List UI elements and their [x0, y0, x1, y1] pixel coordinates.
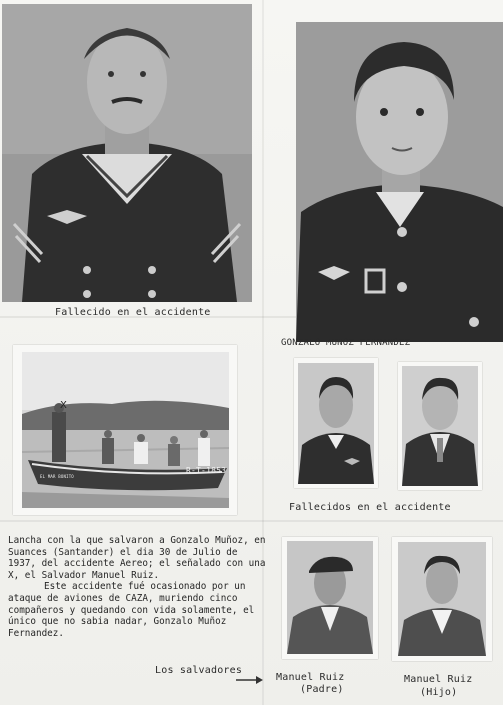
description-text: [8, 535, 270, 639]
caption-manuel-hijo-name: Manuel Ruiz: [404, 674, 473, 685]
caption-manuel-hijo-role: (Hijo): [420, 687, 458, 698]
photo-deceased-1: [298, 363, 374, 484]
description-paragraph-2: Este accidente fué ocasionado por un ataque de aviones de CAZA, muriendo cinco compañeros y quedando con vida solamente, el único que no sabia nadar, Gonzalo Muñoz Fernandez.: [8, 581, 255, 639]
caption-manuel-padre-name: Manuel Ruiz: [276, 672, 345, 683]
svg-text:X: X: [60, 400, 67, 411]
photo-sailor-portrait: [2, 4, 252, 302]
photo-deceased-2: [402, 366, 478, 486]
paper-fold: [0, 520, 503, 522]
boat-name-label: EL MAR BONITO: [40, 474, 74, 479]
caption-salvadores: Los salvadores: [155, 665, 243, 676]
caption-fallecidos: Fallecidos en el accidente: [289, 502, 451, 513]
photo-aviator-portrait: [296, 22, 503, 342]
caption-fallecido: Fallecido en el accidente: [55, 307, 211, 318]
photo-rescue-boat: [22, 352, 229, 508]
photo-manuel-ruiz-hijo: [398, 542, 486, 656]
arrow-right-icon: [236, 675, 264, 685]
photo-manuel-ruiz-padre: [287, 541, 373, 654]
boat-registration: R-T-1853: [186, 466, 227, 475]
caption-manuel-padre-role: (Padre): [300, 684, 344, 695]
caption-gonzalo-name: GONZALO MUÑOZ FERNANDEZ: [281, 338, 411, 348]
description-paragraph-1: Lancha con la que salvaron a Gonzalo Muñoz, en Suances (Santander) el dia 30 de Julio de 1937, del accidente Aereo; el señalado con una X, el Salvador Manuel Ruiz.: [8, 535, 266, 581]
